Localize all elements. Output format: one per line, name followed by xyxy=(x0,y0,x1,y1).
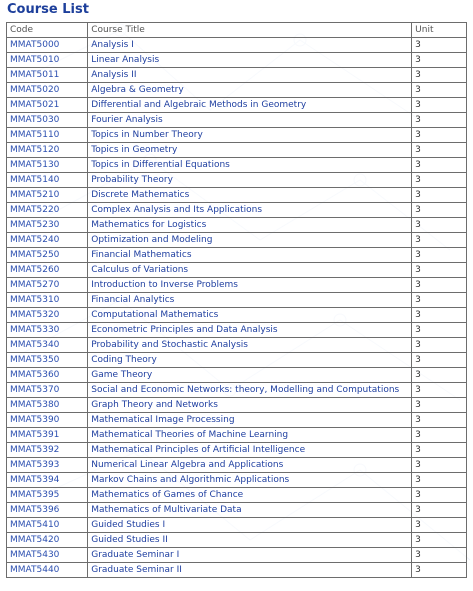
course-title: Markov Chains and Algorithmic Applications xyxy=(88,473,412,488)
course-unit: 3 xyxy=(412,98,467,113)
table-row xyxy=(7,53,467,68)
course-code: MMAT5270 xyxy=(7,278,88,293)
course-title: Linear Analysis xyxy=(88,53,412,68)
course-code: MMAT5230 xyxy=(7,218,88,233)
course-title: Coding Theory xyxy=(88,353,412,368)
table-row xyxy=(7,263,467,278)
course-unit: 3 xyxy=(412,533,467,548)
course-title: Guided Studies I xyxy=(88,518,412,533)
course-unit: 3 xyxy=(412,323,467,338)
course-unit: 3 xyxy=(412,188,467,203)
course-title: Mathematical Theories of Machine Learning xyxy=(88,428,412,443)
course-unit: 3 xyxy=(412,503,467,518)
course-code: MMAT5380 xyxy=(7,398,88,413)
course-code: MMAT5392 xyxy=(7,443,88,458)
course-table-body xyxy=(7,38,467,578)
table-row xyxy=(7,443,467,458)
course-title: Mathematical Principles of Artificial Intelligence xyxy=(88,443,412,458)
course-title: Graduate Seminar II xyxy=(88,563,412,578)
course-unit: 3 xyxy=(412,38,467,53)
course-unit: 3 xyxy=(412,518,467,533)
course-unit: 3 xyxy=(412,68,467,83)
course-unit: 3 xyxy=(412,293,467,308)
header-row xyxy=(7,23,467,38)
course-unit: 3 xyxy=(412,353,467,368)
table-row xyxy=(7,203,467,218)
table-row xyxy=(7,488,467,503)
course-code: MMAT5360 xyxy=(7,368,88,383)
table-row xyxy=(7,413,467,428)
header-course-title: Course Title xyxy=(88,23,412,38)
table-row xyxy=(7,233,467,248)
course-title: Financial Analytics xyxy=(88,293,412,308)
course-unit: 3 xyxy=(412,158,467,173)
table-row xyxy=(7,293,467,308)
course-code: MMAT5021 xyxy=(7,98,88,113)
course-unit: 3 xyxy=(412,53,467,68)
course-title: Algebra & Geometry xyxy=(88,83,412,98)
table-row xyxy=(7,353,467,368)
table-row xyxy=(7,533,467,548)
course-code: MMAT5250 xyxy=(7,248,88,263)
course-code: MMAT5395 xyxy=(7,488,88,503)
course-title: Complex Analysis and Its Applications xyxy=(88,203,412,218)
table-row xyxy=(7,563,467,578)
course-title: Calculus of Variations xyxy=(88,263,412,278)
course-code: MMAT5220 xyxy=(7,203,88,218)
course-unit: 3 xyxy=(412,563,467,578)
course-unit: 3 xyxy=(412,233,467,248)
table-row xyxy=(7,518,467,533)
course-title: Topics in Differential Equations xyxy=(88,158,412,173)
course-unit: 3 xyxy=(412,443,467,458)
course-title: Probability Theory xyxy=(88,173,412,188)
table-row xyxy=(7,68,467,83)
course-unit: 3 xyxy=(412,383,467,398)
table-row xyxy=(7,173,467,188)
course-code: MMAT5010 xyxy=(7,53,88,68)
table-row xyxy=(7,158,467,173)
table-row xyxy=(7,218,467,233)
course-code: MMAT5320 xyxy=(7,308,88,323)
table-row xyxy=(7,83,467,98)
course-title: Optimization and Modeling xyxy=(88,233,412,248)
table-row xyxy=(7,143,467,158)
header-code: Code xyxy=(7,23,88,38)
course-title: Econometric Principles and Data Analysis xyxy=(88,323,412,338)
table-row xyxy=(7,548,467,563)
course-title: Graduate Seminar I xyxy=(88,548,412,563)
course-unit: 3 xyxy=(412,398,467,413)
course-code: MMAT5130 xyxy=(7,158,88,173)
course-unit: 3 xyxy=(412,203,467,218)
course-title: Social and Economic Networks: theory, Modelling and Computations xyxy=(88,383,412,398)
table-row xyxy=(7,38,467,53)
course-code: MMAT5210 xyxy=(7,188,88,203)
course-unit: 3 xyxy=(412,278,467,293)
header-unit: Unit xyxy=(412,23,467,38)
course-unit: 3 xyxy=(412,368,467,383)
course-code: MMAT5391 xyxy=(7,428,88,443)
table-row xyxy=(7,323,467,338)
course-title: Fourier Analysis xyxy=(88,113,412,128)
table-row xyxy=(7,383,467,398)
table-row xyxy=(7,503,467,518)
course-unit: 3 xyxy=(412,458,467,473)
course-title: Discrete Mathematics xyxy=(88,188,412,203)
course-unit: 3 xyxy=(412,413,467,428)
course-unit: 3 xyxy=(412,83,467,98)
course-title: Mathematical Image Processing xyxy=(88,413,412,428)
course-title: Analysis I xyxy=(88,38,412,53)
course-unit: 3 xyxy=(412,218,467,233)
course-title: Topics in Number Theory xyxy=(88,128,412,143)
course-code: MMAT5110 xyxy=(7,128,88,143)
course-title: Introduction to Inverse Problems xyxy=(88,278,412,293)
course-title: Guided Studies II xyxy=(88,533,412,548)
course-code: MMAT5350 xyxy=(7,353,88,368)
course-title: Graph Theory and Networks xyxy=(88,398,412,413)
course-title: Analysis II xyxy=(88,68,412,83)
table-row xyxy=(7,473,467,488)
course-code: MMAT5310 xyxy=(7,293,88,308)
course-code: MMAT5420 xyxy=(7,533,88,548)
course-code: MMAT5120 xyxy=(7,143,88,158)
course-title: Numerical Linear Algebra and Applications xyxy=(88,458,412,473)
course-code: MMAT5393 xyxy=(7,458,88,473)
course-code: MMAT5396 xyxy=(7,503,88,518)
course-code: MMAT5020 xyxy=(7,83,88,98)
course-code: MMAT5240 xyxy=(7,233,88,248)
course-unit: 3 xyxy=(412,128,467,143)
course-code: MMAT5340 xyxy=(7,338,88,353)
table-row xyxy=(7,98,467,113)
course-title: Topics in Geometry xyxy=(88,143,412,158)
course-code: MMAT5390 xyxy=(7,413,88,428)
course-title: Mathematics of Games of Chance xyxy=(88,488,412,503)
course-unit: 3 xyxy=(412,338,467,353)
course-code: MMAT5260 xyxy=(7,263,88,278)
course-unit: 3 xyxy=(412,113,467,128)
course-unit: 3 xyxy=(412,248,467,263)
course-unit: 3 xyxy=(412,173,467,188)
table-row xyxy=(7,338,467,353)
course-title: Financial Mathematics xyxy=(88,248,412,263)
course-table-header xyxy=(7,23,467,38)
course-unit: 3 xyxy=(412,488,467,503)
course-code: MMAT5394 xyxy=(7,473,88,488)
course-code: MMAT5000 xyxy=(7,38,88,53)
course-code: MMAT5011 xyxy=(7,68,88,83)
table-row xyxy=(7,128,467,143)
course-title: Game Theory xyxy=(88,368,412,383)
table-row xyxy=(7,248,467,263)
course-unit: 3 xyxy=(412,143,467,158)
table-row xyxy=(7,308,467,323)
table-row xyxy=(7,368,467,383)
course-title: Mathematics for Logistics xyxy=(88,218,412,233)
table-row xyxy=(7,278,467,293)
course-unit: 3 xyxy=(412,548,467,563)
course-unit: 3 xyxy=(412,263,467,278)
table-row xyxy=(7,428,467,443)
course-code: MMAT5140 xyxy=(7,173,88,188)
course-unit: 3 xyxy=(412,308,467,323)
table-row xyxy=(7,188,467,203)
course-code: MMAT5410 xyxy=(7,518,88,533)
course-unit: 3 xyxy=(412,428,467,443)
table-row xyxy=(7,458,467,473)
course-code: MMAT5030 xyxy=(7,113,88,128)
course-title: Computational Mathematics xyxy=(88,308,412,323)
table-row xyxy=(7,113,467,128)
table-row xyxy=(7,398,467,413)
course-table xyxy=(6,22,467,578)
course-unit: 3 xyxy=(412,473,467,488)
course-title: Probability and Stochastic Analysis xyxy=(88,338,412,353)
course-code: MMAT5440 xyxy=(7,563,88,578)
course-code: MMAT5430 xyxy=(7,548,88,563)
course-code: MMAT5370 xyxy=(7,383,88,398)
page-title: Course List xyxy=(7,2,89,17)
course-code: MMAT5330 xyxy=(7,323,88,338)
course-title: Mathematics of Multivariate Data xyxy=(88,503,412,518)
course-title: Differential and Algebraic Methods in Geometry xyxy=(88,98,412,113)
